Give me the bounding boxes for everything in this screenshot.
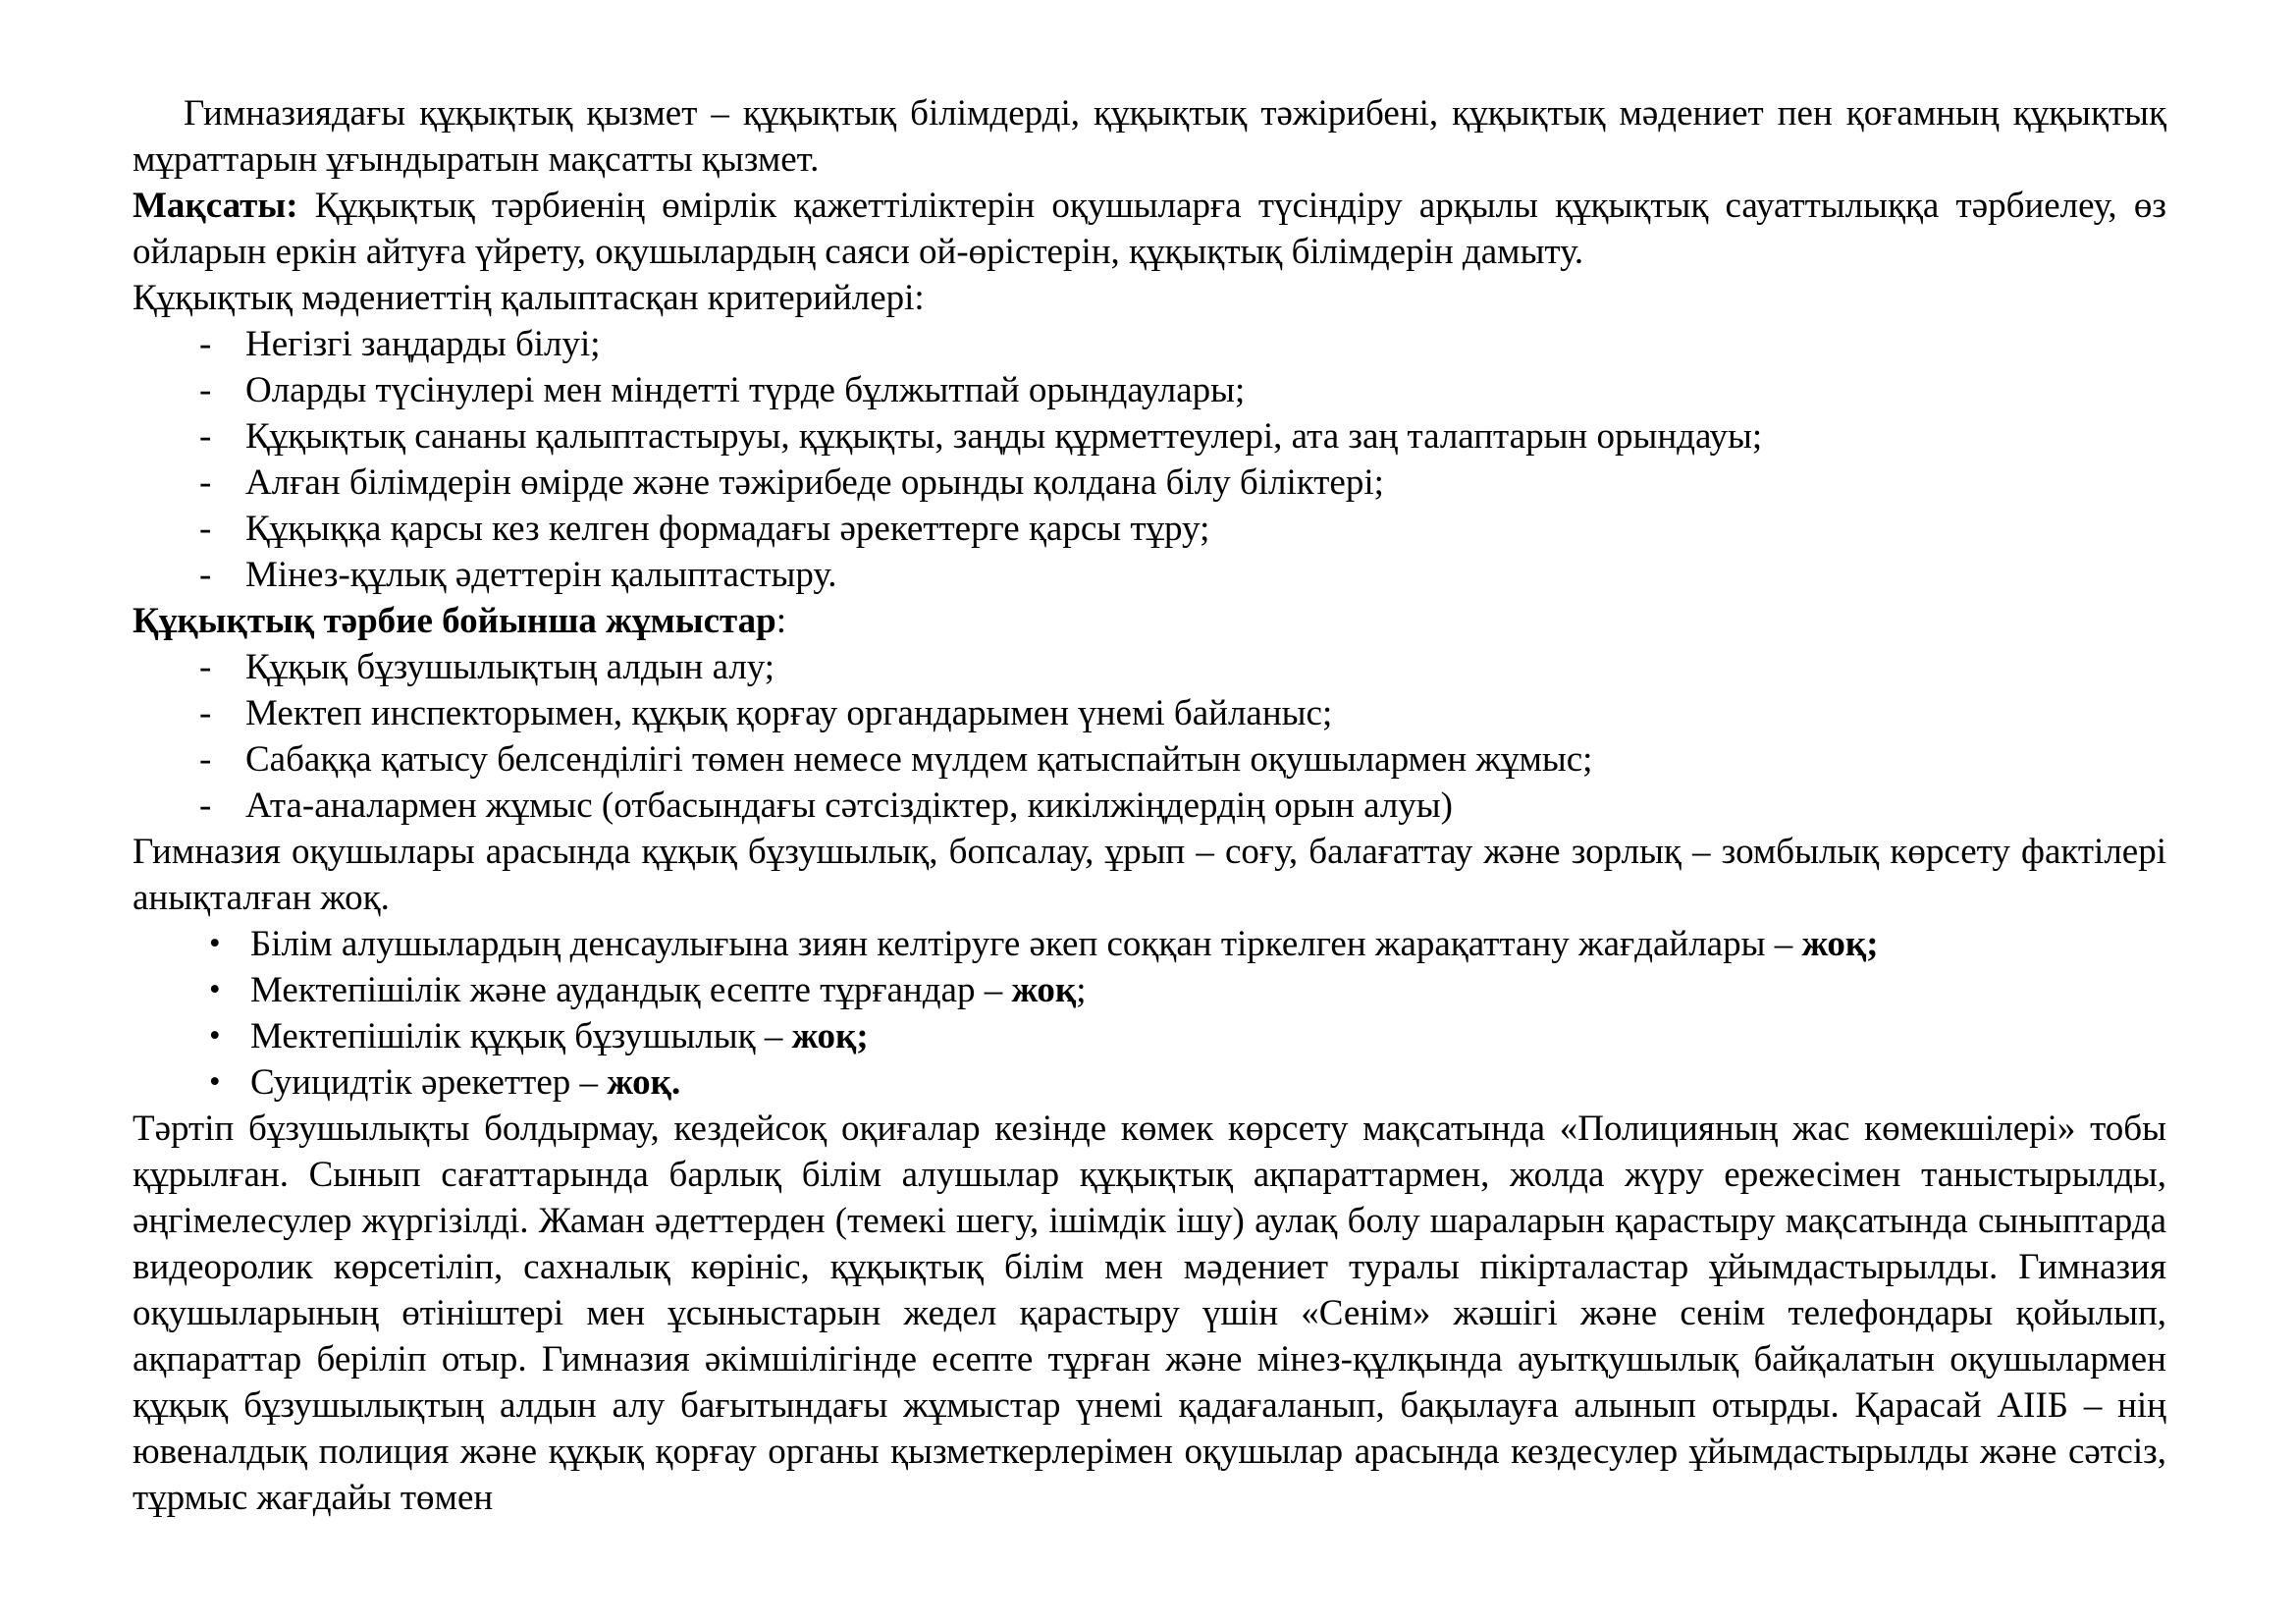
list-item-text <box>250 967 2166 1013</box>
list-item-text <box>245 552 2166 598</box>
bullet-marker: • <box>209 972 221 1007</box>
dash-marker: - <box>199 370 212 410</box>
paragraph <box>133 829 2166 921</box>
list-item-text <box>245 413 2166 460</box>
bullet-list-item <box>133 921 2166 967</box>
text-run: Ата-аналармен жұмыс (отбасындағы сәтсіздіктер, кикілжіңдердің орын алуы) <box>245 785 1453 826</box>
dash-list-item <box>133 736 2166 783</box>
bullet-marker: • <box>209 1018 221 1054</box>
text-run: Мектеп инспекторымен, құқық қорғау органдарымен үнемі байланыс; <box>245 693 1333 733</box>
dash-list-item <box>133 552 2166 598</box>
text-run: Құқықтық мәдениеттің қалыптасқан критерийлері: <box>133 278 925 318</box>
text-run: Мінез-құлық әдеттерін қалыптастыру. <box>245 555 837 595</box>
dash-list-item <box>133 321 2166 367</box>
text-run: Алған білімдерін өмірде және тәжірибеде орынды қолдана білу біліктері; <box>245 462 1384 503</box>
list-item-text <box>245 783 2166 829</box>
bullet-list-item <box>133 1059 2166 1106</box>
list-item-text <box>250 1013 2166 1059</box>
text-run: Суицидтік әрекеттер – <box>250 1062 608 1103</box>
bullet-marker: • <box>209 1064 221 1100</box>
paragraph <box>133 90 2166 183</box>
paragraph <box>133 183 2166 275</box>
bullet-list-item <box>133 967 2166 1013</box>
text-run-bold: жоқ; <box>791 1016 869 1056</box>
dash-list-item <box>133 460 2166 506</box>
dash-list-item <box>133 644 2166 690</box>
list-item-text <box>245 321 2166 367</box>
dash-marker: - <box>199 509 212 549</box>
list-item-text <box>245 460 2166 506</box>
text-run: Мектепішілік құқық бұзушылық – <box>250 1016 792 1056</box>
text-run-bold: Құқықтық тәрбие бойынша жұмыстар <box>133 601 776 641</box>
paragraph <box>133 275 2166 321</box>
text-run: Оларды түсінулері мен міндетті түрде бұлжытпай орындаулары; <box>245 370 1246 410</box>
dash-list-item <box>133 783 2166 829</box>
paragraph <box>133 1106 2166 1521</box>
text-run: Негізгі заңдарды білуі; <box>245 324 601 364</box>
text-run: Құқық бұзушылықтың алдын алу; <box>245 647 775 687</box>
bullet-marker: • <box>209 926 221 961</box>
dash-list-item <box>133 413 2166 460</box>
text-run-bold: Мақсаты: <box>133 186 298 226</box>
dash-marker: - <box>199 647 212 687</box>
text-run: Гимназиядағы құқықтық қызмет – құқықтық білімдерді, құқықтық тәжірибені, құқықтық мәдениет пен қоғамның құқықтық мұраттарын ұғындыратын мақсатты қызмет. <box>133 93 2166 180</box>
list-item-text <box>245 736 2166 783</box>
text-run: ; <box>1076 970 1087 1010</box>
list-item-text <box>245 690 2166 736</box>
text-run: Мектепішілік және аудандық есепте тұрғандар – <box>250 970 1012 1010</box>
text-run: Құқықтық сананы қалыптастыруы, құқықты, заңды құрметтеулері, ата заң талаптарын орындауы; <box>245 416 1763 457</box>
text-run: Білім алушылардың денсаулығына зиян келтіруге әкеп соққан тіркелген жарақаттану жағдайлары – <box>250 924 1802 964</box>
text-run-bold: жоқ. <box>607 1062 681 1103</box>
list-item-text <box>245 644 2166 690</box>
dash-marker: - <box>199 462 212 503</box>
document-body <box>133 90 2166 1521</box>
list-item-text <box>250 921 2166 967</box>
dash-marker: - <box>199 739 212 780</box>
bullet-list-item <box>133 1013 2166 1059</box>
text-run: Гимназия оқушылары арасында құқық бұзушылық, бопсалау, ұрып – соғу, балағаттау және зорлық – зомбылық көрсету фактілері анықталған жоқ. <box>133 832 2166 918</box>
dash-list-item <box>133 506 2166 552</box>
dash-marker: - <box>199 324 212 364</box>
list-item-text <box>245 367 2166 413</box>
dash-marker: - <box>199 555 212 595</box>
list-item-text <box>250 1059 2166 1106</box>
dash-marker: - <box>199 416 212 457</box>
text-run: Сабаққа қатысу белсенділігі төмен немесе мүлдем қатыспайтын оқушылармен жұмыс; <box>245 739 1593 780</box>
dash-marker: - <box>199 785 212 826</box>
dash-marker: - <box>199 693 212 733</box>
text-run-bold: жоқ; <box>1801 924 1879 964</box>
dash-list-item <box>133 690 2166 736</box>
dash-list-item <box>133 367 2166 413</box>
text-run: Құқықтық тәрбиенің өмірлік қажеттіліктерін оқушыларға түсіндіру арқылы құқықтық сауаттылыққа тәрбиелеу, өз ойларын еркін айтуға үйрету, оқушылардың саяси ой-өрістерін, құқықтық білімдерін дамыту. <box>133 186 2166 272</box>
text-run: Құқыққа қарсы кез келген формадағы әрекеттерге қарсы тұру; <box>245 509 1210 549</box>
text-run: : <box>775 601 787 641</box>
text-run-bold: жоқ <box>1011 970 1077 1010</box>
list-item-text <box>245 506 2166 552</box>
text-run: Тәртіп бұзушылықты болдырмау, кездейсоқ оқиғалар кезінде көмек көрсету мақсатында «Полицияның жас көмекшілері» тобы құрылған. Сынып сағаттарында барлық білім алушылар құқықтық ақпараттармен, жолда жүру ережесімен таныстырылды, әңгімелесулер жүргізілді. Жаман әдеттерден (темекі шегу, ішімдік ішу) аулақ болу шараларын қарастыру мақсатында сыныптарда видеоролик көрсетіліп, сахналық көрініс, құқықтық білім мен мәдениет туралы пікірталастар ұйымдастырылды. Гимназия оқушыларының өтініштері мен ұсыныстарын жедел қарастыру үшін «Сенім» жәшігі және сенім телефондары қойылып, ақпараттар беріліп отыр. Гимназия әкімшілігінде есепте тұрған және мінез-құлқында ауытқушылық байқалатын оқушылармен құқық бұзушылықтың алдын алу бағытындағы жұмыстар үнемі қадағаланып, бақылауға алынып отырды. Қарасай АІІБ – нің ювеналдық полиция және құқық қорғау органы қызметкерлерімен оқушылар арасында кездесулер ұйымдастырылды және сәтсіз, тұрмыс жағдайы төмен <box>133 1109 2166 1518</box>
paragraph <box>133 598 2166 644</box>
